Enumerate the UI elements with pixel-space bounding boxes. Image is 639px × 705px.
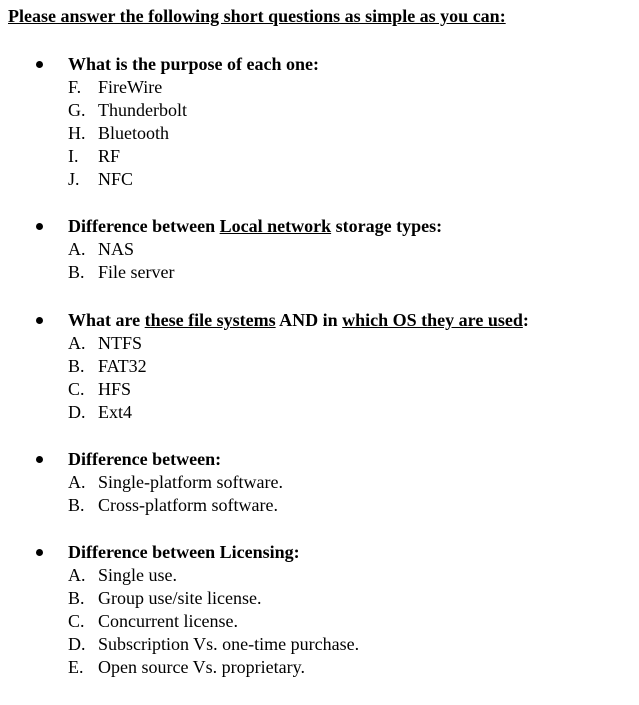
item-letter: A. bbox=[68, 333, 86, 353]
question-text bbox=[68, 448, 221, 470]
answer-option-list bbox=[68, 564, 359, 679]
answer-option-list bbox=[68, 332, 147, 424]
item-text: FAT32 bbox=[98, 356, 147, 376]
answer-option-list bbox=[68, 76, 187, 191]
question-text bbox=[68, 309, 529, 331]
bullet-icon bbox=[36, 61, 43, 68]
question-text-part: Difference between bbox=[68, 216, 220, 236]
question-text bbox=[68, 215, 442, 237]
question-text-part: Local network bbox=[219, 216, 332, 236]
item-text: Open source Vs. proprietary. bbox=[98, 657, 305, 677]
item-text: Concurrent license. bbox=[98, 611, 238, 631]
bullet-icon bbox=[36, 223, 43, 230]
item-letter: D. bbox=[68, 402, 86, 422]
item-letter: B. bbox=[68, 588, 85, 608]
answer-option-list bbox=[68, 471, 283, 517]
item-letter: A. bbox=[68, 239, 86, 259]
list-item bbox=[68, 378, 147, 401]
question-text-part: What are bbox=[68, 310, 145, 330]
item-text: Single use. bbox=[98, 565, 177, 585]
question-text-part: Difference between: bbox=[68, 449, 222, 469]
list-item bbox=[68, 401, 147, 424]
question-text-part: Difference between Licensing: bbox=[68, 542, 300, 562]
item-text: Cross-platform software. bbox=[98, 495, 278, 515]
question-text-part: AND in bbox=[275, 310, 343, 330]
question-text-part: : bbox=[522, 310, 529, 330]
list-item bbox=[68, 587, 359, 610]
question-text-part: storage types: bbox=[331, 216, 443, 236]
list-item bbox=[68, 471, 283, 494]
question-text-part: which OS they are used bbox=[342, 310, 523, 330]
item-letter: I. bbox=[68, 146, 79, 166]
bullet-icon bbox=[36, 456, 43, 463]
item-letter: B. bbox=[68, 262, 85, 282]
list-item bbox=[68, 238, 174, 261]
list-item bbox=[68, 656, 359, 679]
list-item bbox=[68, 145, 187, 168]
question-text bbox=[68, 53, 319, 75]
question-text bbox=[68, 541, 300, 563]
item-text: NFC bbox=[98, 169, 134, 189]
list-item bbox=[68, 99, 187, 122]
list-item bbox=[68, 122, 187, 145]
list-item bbox=[68, 494, 283, 517]
page-title: Please answer the following short questions as simple as you can: bbox=[8, 6, 506, 26]
list-item bbox=[68, 76, 187, 99]
item-letter: H. bbox=[68, 123, 86, 143]
item-letter: B. bbox=[68, 495, 85, 515]
item-text: FireWire bbox=[98, 77, 163, 97]
item-text: RF bbox=[98, 146, 121, 166]
item-letter: G. bbox=[68, 100, 86, 120]
question-text-part: What is the purpose of each one: bbox=[68, 54, 319, 74]
item-letter: C. bbox=[68, 611, 85, 631]
list-item bbox=[68, 261, 174, 284]
item-text: NTFS bbox=[98, 333, 143, 353]
item-text: Subscription Vs. one-time purchase. bbox=[98, 634, 360, 654]
bullet-icon bbox=[36, 549, 43, 556]
item-text: NAS bbox=[98, 239, 135, 259]
list-item bbox=[68, 168, 187, 191]
list-item bbox=[68, 610, 359, 633]
list-item bbox=[68, 633, 359, 656]
item-letter: A. bbox=[68, 565, 86, 585]
item-letter: B. bbox=[68, 356, 85, 376]
item-text: Thunderbolt bbox=[98, 100, 187, 120]
item-text: Ext4 bbox=[98, 402, 132, 422]
item-letter: C. bbox=[68, 379, 85, 399]
item-text: Single-platform software. bbox=[98, 472, 283, 492]
item-letter: F. bbox=[68, 77, 82, 97]
item-text: Bluetooth bbox=[98, 123, 169, 143]
item-letter: D. bbox=[68, 634, 86, 654]
list-item bbox=[68, 564, 359, 587]
list-item bbox=[68, 355, 147, 378]
bullet-icon bbox=[36, 317, 43, 324]
item-text: File server bbox=[98, 262, 175, 282]
item-letter: J. bbox=[68, 169, 80, 189]
item-text: HFS bbox=[98, 379, 132, 399]
item-text: Group use/site license. bbox=[98, 588, 262, 608]
list-item bbox=[68, 332, 147, 355]
item-letter: A. bbox=[68, 472, 86, 492]
question-text-part: these file systems bbox=[144, 310, 276, 330]
answer-option-list bbox=[68, 238, 174, 284]
item-letter: E. bbox=[68, 657, 84, 677]
